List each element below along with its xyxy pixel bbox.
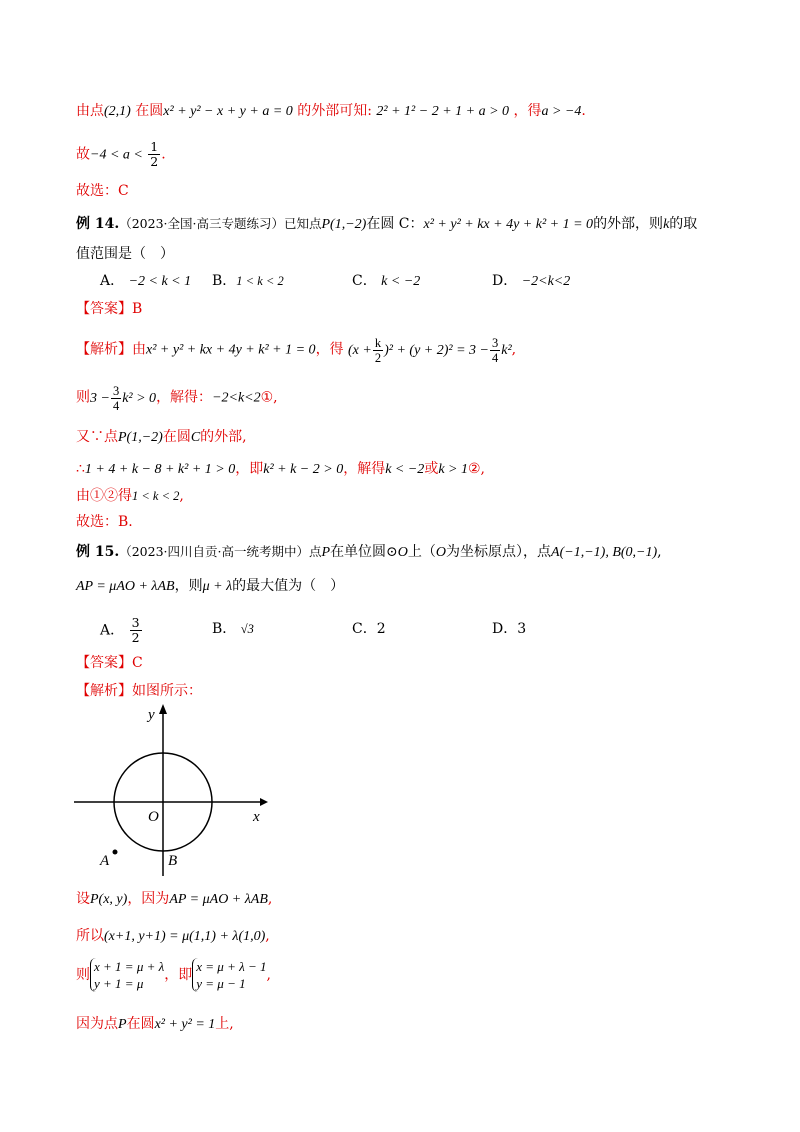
solution-line-1: 由点(2,1) 在圆x² + y² − x + y + a = 0 的外部可知: 2² + 1² − 2 + 1 + a > 0 ，得a > −4.: [76, 103, 586, 119]
point-b-label: B: [168, 853, 178, 869]
option-d: D． −2<k<2: [492, 273, 571, 289]
option-b: B． √3: [212, 621, 254, 637]
option-a: A． −2 < k < 1: [100, 273, 192, 289]
solution-15-line-4: 因为点P在圆x² + y² = 1上,: [76, 1016, 234, 1032]
example-14-question: 例 14.（2023·全国·高三专题练习）已知点P(1,−2)在圆 C：x² + y² + kx + 4y + k² + 1 = 0的外部，则k的取: [76, 216, 698, 232]
example-14-question-cont: 值范围是（ ）: [76, 246, 174, 262]
y-axis-label: y: [148, 707, 155, 723]
example-15-question: 例 15.（2023·四川自贡·高一统考期中）点P在单位圆⊙O上（O为坐标原点），点A(−1,−1), B(0,−1),: [76, 544, 662, 560]
x-axis-arrow: [260, 798, 268, 806]
solution-14-line-4: ∴1 + 4 + k − 8 + k² + 1 > 0，即k² + k − 2 > 0，解得k < −2或k > 1②,: [76, 461, 485, 477]
answer-14: 【答案】B: [76, 301, 143, 317]
point-a-label: A: [100, 853, 110, 869]
option-c: C． k < −2: [352, 273, 421, 289]
example-15-question-cont: AP = μAO + λAB，则μ + λ的最大值为（ ）: [76, 578, 345, 594]
final-choice-13: 故选：C: [76, 183, 129, 199]
y-axis-arrow: [159, 704, 167, 714]
option-c: C．2: [352, 621, 386, 637]
solution-15-line-1: 设P(x, y)，因为AP = μAO + λAB,: [76, 891, 273, 907]
solution-15-intro: 【解析】如图所示：: [76, 683, 202, 699]
solution-line-2: 故−4 < a < $\frac{1}{2}$ .: [76, 139, 166, 169]
final-choice-14: 故选：B.: [76, 514, 133, 530]
option-a: A． $\frac{3}{2}$: [100, 615, 140, 645]
solution-15-line-2: 所以(x+1, y+1) = μ(1,1) + λ(1,0),: [76, 928, 270, 944]
option-d: D．3: [492, 621, 527, 637]
unit-circle-figure: [70, 700, 270, 880]
x-axis-label: x: [253, 809, 260, 825]
solution-14-line-1: 【解析】由x² + y² + kx + 4y + k² + 1 = 0，得 (x + $\frac{k}{2}$ )² + (y + 2)² = 3 − $\frac{3}{4}$ k²,: [76, 336, 517, 365]
solution-15-line-3: 则 x + 1 = μ + λ y + 1 = μ ，即 x = μ + λ − 1 y = μ − 1 ,: [76, 959, 271, 991]
origin-label: O: [148, 809, 159, 825]
option-b: B．1 < k < 2: [212, 273, 284, 289]
solution-14-line-2: 则3 − $\frac{3}{4}$ k² > 0，解得：−2<k<2①,: [76, 384, 278, 413]
solution-14-line-3: 又∵点P(1,−2)在圆C的外部,: [76, 429, 247, 445]
point-a-dot: [113, 850, 118, 855]
solution-14-line-5: 由①②得1 < k < 2,: [76, 488, 184, 504]
answer-15: 【答案】C: [76, 655, 143, 671]
